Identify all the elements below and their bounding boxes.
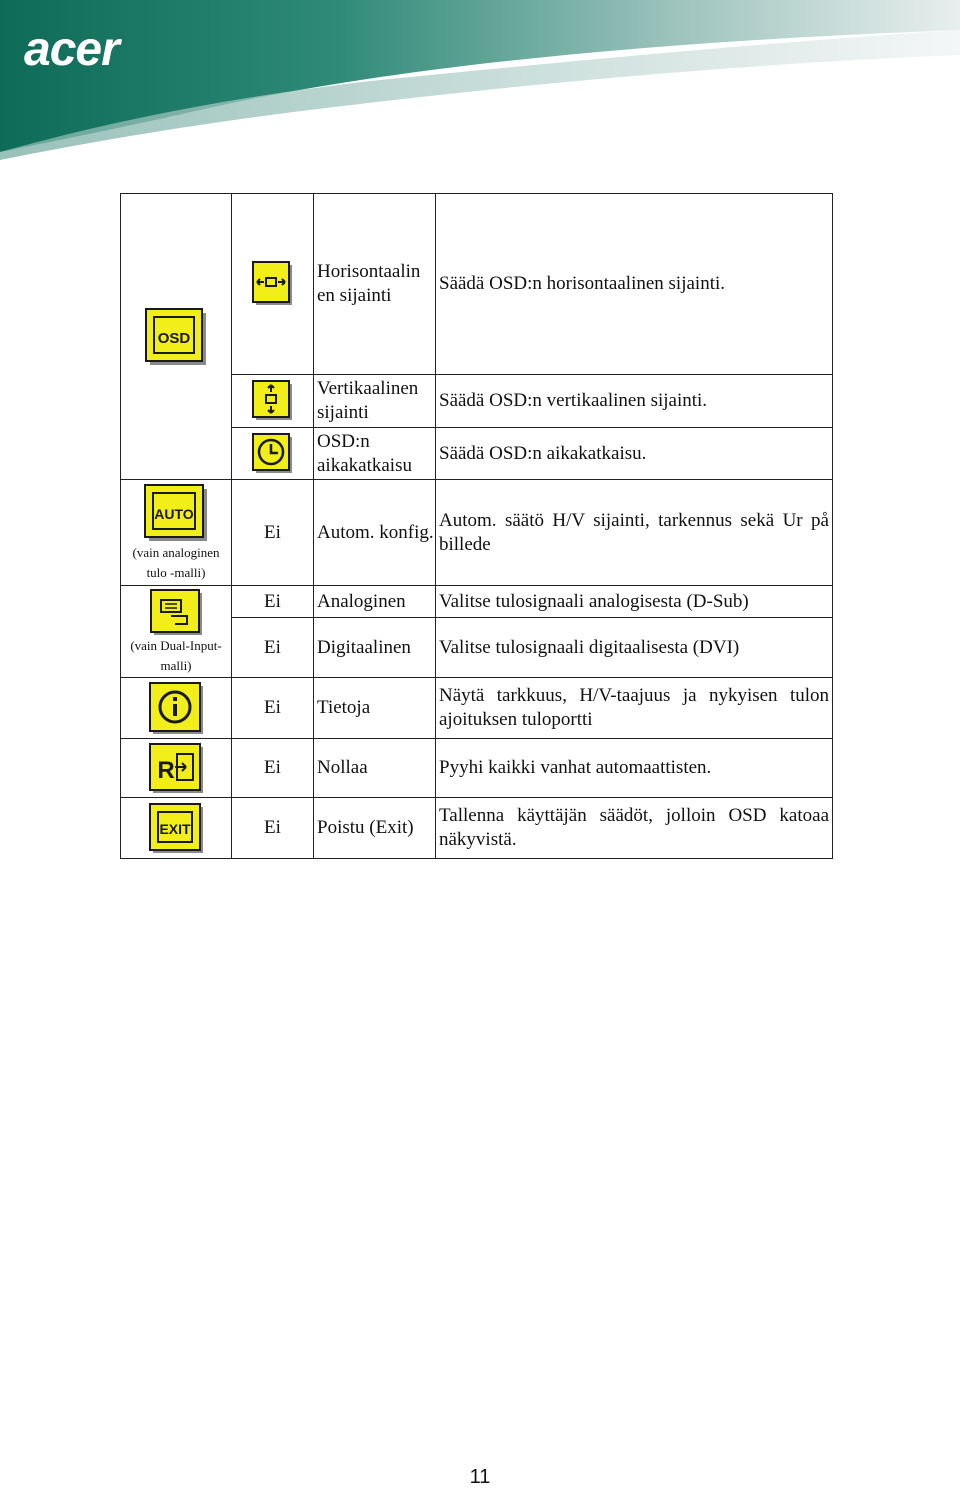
svg-text:EXIT: EXIT bbox=[159, 821, 191, 837]
osd-icon-cell bbox=[121, 194, 232, 480]
table-row bbox=[121, 586, 833, 618]
horizontal-position-name: Horisontaalin en sijainti bbox=[314, 194, 436, 375]
exit-icon-cell bbox=[121, 798, 232, 859]
table-row bbox=[121, 480, 833, 586]
horizontal-position-icon bbox=[252, 261, 294, 307]
horizontal-position-desc: Säädä OSD:n horisontaalinen sijainti. bbox=[436, 194, 833, 375]
header-swoosh bbox=[0, 0, 960, 160]
auto-config-name: Autom. konfig. bbox=[314, 480, 436, 586]
vertical-position-name: Vertikaalinen sijainti bbox=[314, 375, 436, 428]
exit-desc: Tallenna käyttäjän säädöt, jolloin OSD katoaa näkyvistä. bbox=[436, 798, 833, 859]
info-icon-cell bbox=[121, 678, 232, 739]
info-icon bbox=[148, 681, 204, 735]
exit-name: Poistu (Exit) bbox=[314, 798, 436, 859]
input-select-icon-cell bbox=[121, 586, 232, 678]
osd-timeout-name: OSD:n aikakatkaisu bbox=[314, 428, 436, 480]
vertical-position-icon-cell bbox=[232, 375, 314, 428]
header-banner bbox=[0, 0, 960, 160]
info-desc: Näytä tarkkuus, H/V-taajuus ja nykyisen tulon ajoituksen tuloportti bbox=[436, 678, 833, 739]
osd-timeout-desc: Säädä OSD:n aikakatkaisu. bbox=[436, 428, 833, 480]
horizontal-position-icon-cell bbox=[232, 194, 314, 375]
exit-sub: Ei bbox=[232, 798, 314, 859]
exit-icon bbox=[148, 802, 204, 854]
clock-icon-cell bbox=[232, 428, 314, 480]
acer-logo: acer bbox=[24, 23, 119, 76]
table-row bbox=[121, 739, 833, 798]
input-select-icon bbox=[149, 588, 203, 636]
reset-sub: Ei bbox=[232, 739, 314, 798]
osd-icon bbox=[144, 307, 208, 367]
svg-text:OSD: OSD bbox=[157, 329, 191, 347]
vertical-position-desc: Säädä OSD:n vertikaalinen sijainti. bbox=[436, 375, 833, 428]
page-number: 11 bbox=[469, 1466, 491, 1488]
table-row bbox=[121, 678, 833, 739]
table-row bbox=[121, 194, 833, 375]
auto-icon-cell bbox=[121, 480, 232, 586]
auto-icon bbox=[143, 483, 209, 543]
auto-sub: Ei bbox=[232, 480, 314, 586]
table-row bbox=[121, 798, 833, 859]
vertical-position-icon bbox=[252, 380, 294, 422]
osd-menu-table bbox=[120, 193, 833, 859]
analog-sub: Ei bbox=[232, 586, 314, 618]
reset-name: Nollaa bbox=[314, 739, 436, 798]
analog-only-note: (vain analoginen tulo -malli) bbox=[132, 544, 220, 580]
analog-input-desc: Valitse tulosignaali analogisesta (D-Sub) bbox=[436, 586, 833, 618]
auto-config-desc: Autom. säätö H/V sijainti, tarkennus sekä Ur på billede bbox=[436, 480, 833, 586]
info-sub: Ei bbox=[232, 678, 314, 739]
info-name: Tietoja bbox=[314, 678, 436, 739]
svg-text:R: R bbox=[157, 757, 175, 784]
digital-input-name: Digitaalinen bbox=[314, 618, 436, 678]
digital-input-desc: Valitse tulosignaali digitaalisesta (DVI) bbox=[436, 618, 833, 678]
reset-icon-cell bbox=[121, 739, 232, 798]
clock-icon bbox=[252, 433, 294, 475]
dual-input-only-note: (vain Dual-Input-malli) bbox=[130, 637, 222, 673]
analog-input-name: Analoginen bbox=[314, 586, 436, 618]
digital-sub: Ei bbox=[232, 618, 314, 678]
reset-desc: Pyyhi kaikki vanhat automaattisten. bbox=[436, 739, 833, 798]
svg-text:AUTO: AUTO bbox=[154, 505, 194, 522]
reset-icon bbox=[148, 742, 204, 794]
